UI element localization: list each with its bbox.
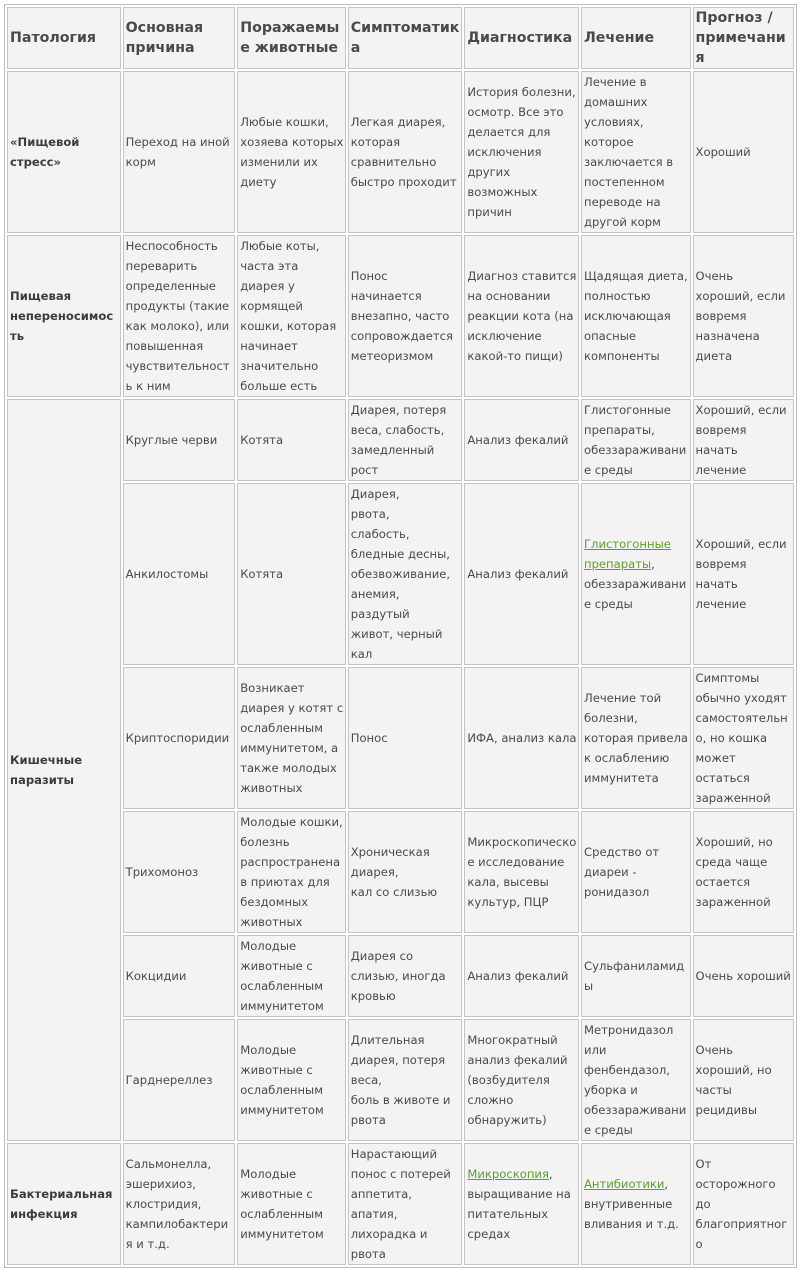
animals-cell: Котята [237,399,346,481]
prognosis-cell: Хороший, если вовремя начать лечение [693,483,794,665]
symptoms-cell: Понос [348,667,463,809]
cause-cell: Трихомоноз [123,811,236,933]
diagnosis-cell: Анализ фекалий [464,399,579,481]
animals-cell: Любые кошки, хозяева которых изменили их диету [237,71,346,233]
column-header-treatment: Лечение [581,7,691,69]
treatment-rest: , обеззараживание среды [583,557,687,611]
symptoms-cell: Хроническая диарея, кал со слизью [348,811,463,933]
prognosis-cell: Хороший [693,71,794,233]
treatment-cell [581,1143,691,1265]
diagnosis-rest: , выращивание на питательных средах [467,1167,571,1241]
diagnosis-cell: История болезни, осмотр. Все это делается для исключения других возможных причин [464,71,579,233]
treatment-cell: Щадящая диета, полностью исключающая опасные компоненты [581,235,691,397]
column-header-symptoms: Симптоматика [348,7,463,69]
pathology-cell: Кишечные паразиты [7,399,121,1141]
pathology-cell: Бактериальная инфекция [7,1143,121,1265]
cause-cell: Сальмонелла, эшерихиоз, клостридия, кампилобактерия и т.д. [123,1143,236,1265]
pathology-cell: Пищевая непереносимость [7,235,121,397]
animals-cell: Молодые животные с ослабленным иммунитетом [237,1019,346,1141]
pathology-cell: «Пищевой стресс» [7,71,121,233]
symptoms-cell: Длительная диарея, потеря веса, боль в животе и рвота [348,1019,463,1141]
treatment-cell: Лечение той болезни, которая привела к ослаблению иммунитета [581,667,691,809]
diagnosis-cell: ИФА, анализ кала [464,667,579,809]
animals-cell: Возникает диарея у котят с ослабленным иммунитетом, а также молодых животных [237,667,346,809]
microscopy-link[interactable]: Микроскопия [467,1167,549,1181]
symptoms-cell: Диарея, потеря веса, слабость, замедленный рост [348,399,463,481]
table-row [7,483,794,665]
treatment-cell: Сульфаниламиды [581,935,691,1017]
table-row [7,935,794,1017]
diagnosis-cell: Анализ фекалий [464,935,579,1017]
symptoms-cell: Понос начинается внезапно, часто сопровождается метеоризмом [348,235,463,397]
header-row [7,7,794,69]
column-header-prognosis: Прогноз / примечания [693,7,794,69]
animals-cell: Котята [237,483,346,665]
prognosis-cell: Хороший, если вовремя начать лечение [693,399,794,481]
animals-cell: Любые коты, часта эта диарея у кормящей кошки, которая начинает значительно больше есть [237,235,346,397]
antibiotics-link[interactable]: Антибиотики [583,1177,665,1191]
treatment-cell: Метронидазол или фенбендазол, уборка и обеззараживание среды [581,1019,691,1141]
cause-cell: Переход на иной корм [123,71,236,233]
table-row [7,399,794,481]
dewormer-link[interactable]: Глистогонные препараты [583,537,671,571]
table-row [7,1019,794,1141]
table-row [7,667,794,809]
treatment-cell: Глистогонные препараты, обеззараживание среды [581,399,691,481]
prognosis-cell: Очень хороший, но часты рецидивы [693,1019,794,1141]
pathology-table [4,4,797,1268]
prognosis-cell: Очень хороший, если вовремя назначена диета [693,235,794,397]
cause-cell: Анкилостомы [123,483,236,665]
cause-cell: Круглые черви [123,399,236,481]
table-row [7,811,794,933]
table-row [7,235,794,397]
animals-cell: Молодые животные с ослабленным иммунитетом [237,935,346,1017]
symptoms-cell: Нарастающий понос с потерей аппетита, апатия, лихорадка и рвота [348,1143,463,1265]
cause-cell: Неспособность переварить определенные продукты (такие как молоко), или повышенная чувствительность к ним [123,235,236,397]
table-wrapper [4,4,797,1268]
diagnosis-cell: Микроскопическое исследование кала, высевы культур, ПЦР [464,811,579,933]
table-row [7,1143,794,1265]
symptoms-cell: Легкая диарея, которая сравнительно быстро проходит [348,71,463,233]
column-header-cause: Основная причина [123,7,236,69]
symptoms-cell: Диарея, рвота, слабость, бледные десны, обезвоживание, анемия, раздутый живот, черный кал [348,483,463,665]
diagnosis-cell: Анализ фекалий [464,483,579,665]
column-header-pathology: Патология [7,7,121,69]
diagnosis-cell [464,1143,579,1265]
cause-cell: Кокцидии [123,935,236,1017]
cause-cell: Криптоспоридии [123,667,236,809]
animals-cell: Молодые кошки, болезнь распространена в приютах для бездомных животных [237,811,346,933]
treatment-cell: Лечение в домашних условиях, которое заключается в постепенном переводе на другой корм [581,71,691,233]
animals-cell: Молодые животные с ослабленным иммунитетом [237,1143,346,1265]
prognosis-cell: От осторожного до благоприятного [693,1143,794,1265]
symptoms-cell: Диарея со слизью, иногда кровью [348,935,463,1017]
table-row [7,71,794,233]
cause-cell: Гарднереллез [123,1019,236,1141]
column-header-diagnosis: Диагностика [464,7,579,69]
prognosis-cell: Очень хороший [693,935,794,1017]
diagnosis-cell: Многократный анализ фекалий (возбудителя сложно обнаружить) [464,1019,579,1141]
prognosis-cell: Хороший, но среда чаще остается зараженной [693,811,794,933]
treatment-cell: Средство от диареи - ронидазол [581,811,691,933]
diagnosis-cell: Диагноз ставится на основании реакции кота (на исключение какой-то пищи) [464,235,579,397]
column-header-animals: Поражаемые животные [237,7,346,69]
treatment-cell [581,483,691,665]
prognosis-cell: Симптомы обычно уходят самостоятельно, но кошка может остаться зараженной [693,667,794,809]
treatment-rest: , внутривенные вливания и т.д. [583,1177,679,1231]
